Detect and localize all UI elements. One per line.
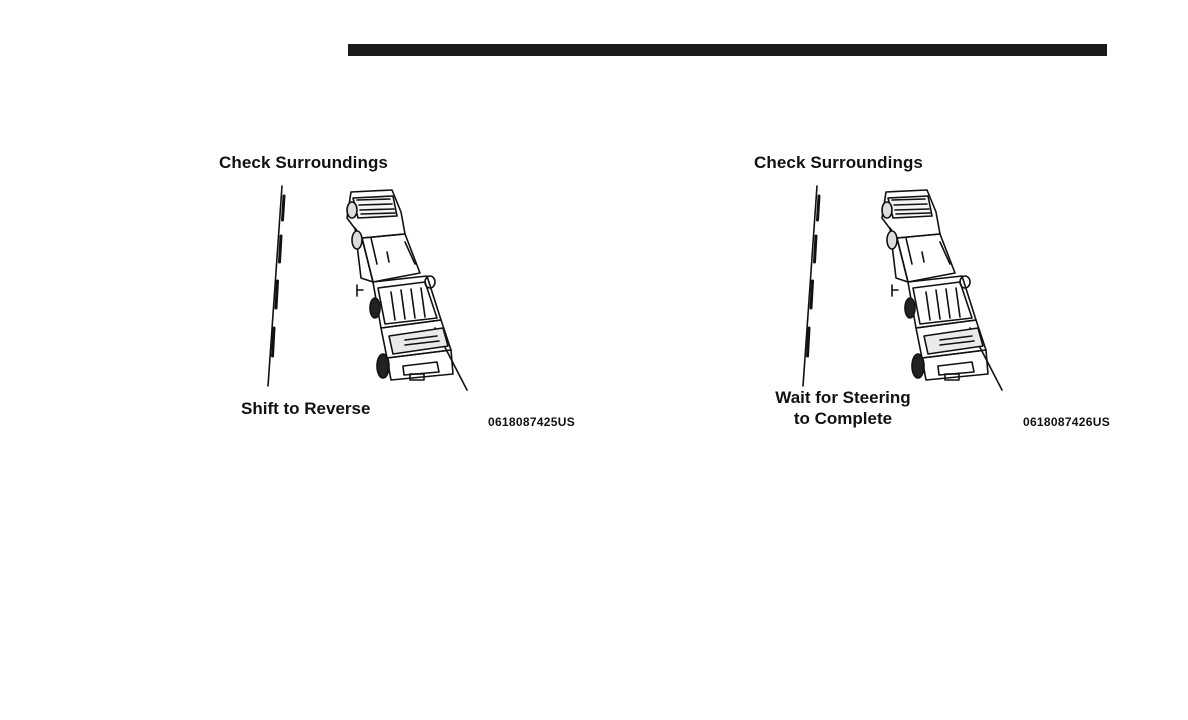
road-edge-line [268,186,282,386]
truck-trailer-illustration [740,178,1110,408]
figure-title: Check Surroundings [219,153,388,172]
figure-shift-to-reverse [205,148,575,438]
trailer [347,190,420,282]
lane-dashes [273,196,285,356]
header-rule [348,44,1107,56]
figure-caption [241,398,370,419]
truck-trailer-illustration [205,178,575,408]
caption-line: Shift to Reverse [241,399,371,418]
figure-wait-for-steering [740,148,1110,438]
caption-line: Wait for Steering [775,388,911,407]
lane-dashes [808,196,820,356]
pickup-truck [905,276,988,380]
figure-title: Check Surroundings [754,153,923,172]
figure-code: 0618087425US [487,415,575,429]
trailer [882,190,955,282]
pickup-truck [370,276,453,380]
caption-line: to Complete [793,409,893,428]
road-edge-line [803,186,817,386]
figure-caption [766,387,920,429]
figure-code: 0618087426US [1022,415,1110,429]
